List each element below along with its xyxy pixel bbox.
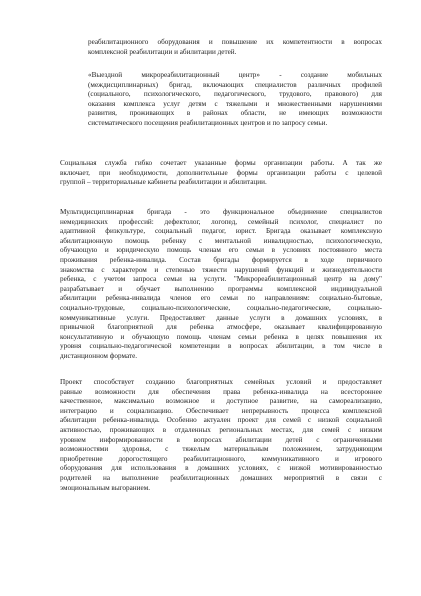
text-line: социально-трудовые, социально-психологические, социально-педагогические, социально- <box>60 303 382 312</box>
text-line: систематического посещения реабилитационных центров и по запросу семьи. <box>88 118 328 127</box>
text-line: абилитационную помощь ребенку с ментальной инвалидностью, психологическую, <box>60 236 382 245</box>
text-line: привычной благоприятной для ребенка атмосфере, оказывает квалифицированную <box>60 323 382 332</box>
text-line: дистанционном формате. <box>60 351 138 360</box>
text-line: уровня социально-педагогической компетенции в вопросах абилитации, в том числе в <box>60 342 382 351</box>
paragraph-project-benefits <box>60 378 382 493</box>
text-line: (социального, психологического, педагогического, трудового, правового) для <box>88 90 382 99</box>
text-line: Социальная служба гибко сочетает указанные формы организации работы. А так же <box>60 159 382 167</box>
text-line: группой – территориальные кабинеты реабилитации и абилитации. <box>60 178 267 187</box>
text-line: приобретение дорогостоящего реабилитационного, коммуникативного и игрового <box>60 454 382 463</box>
text-line: эмоциональным выгоранием. <box>60 483 151 492</box>
text-line: немедицинских профессий: дефектолог, логопед, семейный психолог, специалист по <box>60 217 382 226</box>
paragraph-multidisciplinary-team <box>60 208 382 362</box>
text-line: (междисциплинарных) бригад, включающих специалистов различных профилей <box>88 80 382 89</box>
text-line: Мультидисциплинарная бригада - это функциональное объединение специалистов <box>60 208 382 216</box>
paragraph-social-service <box>60 159 382 188</box>
text-line: адаптивной физкультуре, социальный педагог, юрист. Бригада оказывает комплексную <box>60 227 382 236</box>
text-line: абилитации ребенка-инвалида членов его семьи по направлениям: социально-бытовые, <box>60 294 382 303</box>
text-line: включает, при необходимости, дополнительные формы организации работы с целевой <box>60 168 382 177</box>
text-line: коммуникативные услуги. Предоставляет данные услуги в домашних условиях, в <box>60 313 382 322</box>
text-line: проживания ребенка-инвалида. Состав бригады формируется в ходе первичного <box>60 255 382 264</box>
text-line: родителей на выполнение реабилитационных домашних мероприятий в связи с <box>60 473 382 482</box>
text-line: консультативную и обучающую помощь членам семьи ребенка в целях повышения их <box>60 332 382 341</box>
text-line: оборудования для использования в домашних условиях, с низкой мотивированностью <box>60 464 382 473</box>
text-line: равные возможности для обеспечения права ребенка-инвалида на всестороннее <box>60 387 382 396</box>
text-line: абилитации ребенка-инвалида. Особенно актуален проект для семей с низкой социальной <box>60 416 382 425</box>
text-line: «Выездной микрореабилитационный центр» - создание мобильных <box>88 71 382 79</box>
paragraph-mobile-center <box>88 71 382 129</box>
text-line: активностью, проживающих в отдаленных региональных местах, для семей с низким <box>60 425 382 434</box>
text-line: знакомства с характером и степенью тяжести нарушений функций и жизнедеятельности <box>60 265 382 274</box>
text-line: возможностями здоровья, с тяжелым материальным положением, затрудняющим <box>60 445 382 454</box>
text-line: ребенка, с учетом запроса семьи на услуги. "Микрореабилитационный центр на дому" <box>60 275 382 284</box>
text-line: комплексной реабилитации и абилитации детей. <box>88 47 237 56</box>
text-line: Проект способствует созданию благоприятных семейных условий и предоставляет <box>60 378 382 386</box>
text-line: качественное, максимально возможное и доступное развитие, на самореализацию, <box>60 397 382 406</box>
text-line: уровнем информированности в вопросах абилитации детей с ограниченными <box>60 435 382 444</box>
text-line: интеграцию и социализацию. Обеспечивает непрерывность процесса комплексной <box>60 406 382 415</box>
text-line: развития, проживающих в районах области, не имеющих возможности <box>88 109 382 118</box>
text-line: обучающую и юридическую помощь членам его семьи в условиях постоянного места <box>60 246 382 255</box>
text-line: реабилитационного оборудования и повышение их компетентности в вопросах <box>88 38 382 46</box>
paragraph-equipment-training <box>88 38 382 57</box>
text-line: оказания комплекса услуг детям с тяжелыми и множественными нарушениями <box>88 99 382 108</box>
text-line: разрабатывает и обучает выполнению программы комплексной индивидуальной <box>60 284 382 293</box>
